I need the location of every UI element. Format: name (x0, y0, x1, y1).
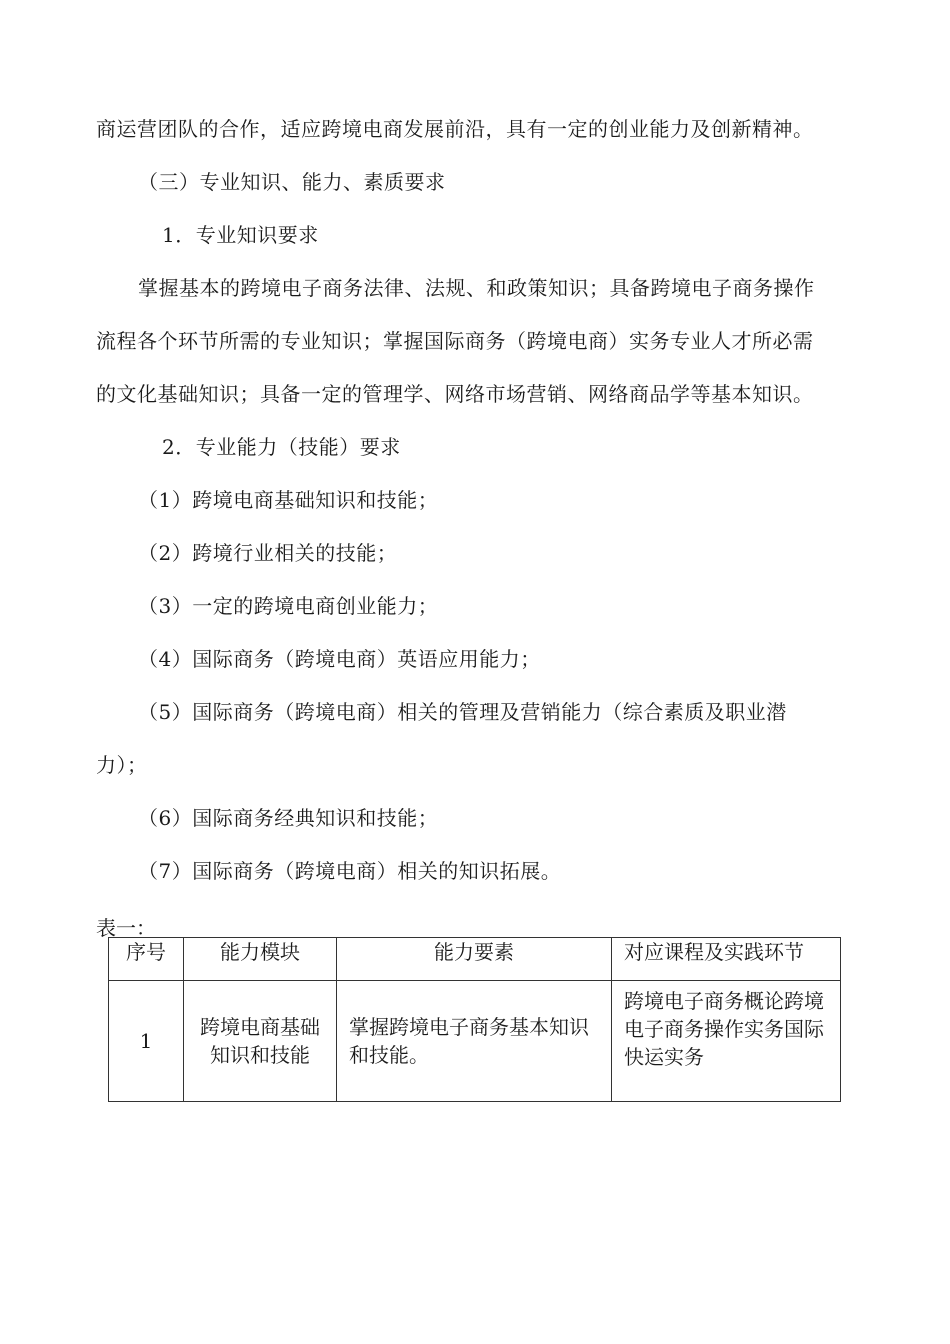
ability-item-2: （2）跨境行业相关的技能； (138, 541, 398, 565)
paragraph-knowledge-line-2: 流程各个环节所需的专业知识；掌握国际商务（跨境电商）实务专业人才所必需 (96, 329, 814, 353)
subheading-knowledge: 1．专业知识要求 (162, 223, 319, 247)
ability-item-4: （4）国际商务（跨境电商）英语应用能力； (138, 647, 541, 671)
ability-item-1: （1）跨境电商基础知识和技能； (138, 488, 439, 512)
table-row (109, 981, 841, 1102)
ability-table (108, 937, 841, 1102)
ability-item-5: （5）国际商务（跨境电商）相关的管理及营销能力（综合素质及职业潜 (138, 700, 787, 724)
ability-item-3: （3）一定的跨境电商创业能力； (138, 594, 439, 618)
table-header-row (109, 938, 841, 981)
subheading-ability: 2．专业能力（技能）要求 (162, 435, 401, 459)
paragraph-intro-continuation: 商运营团队的合作，适应跨境电商发展前沿，具有一定的创业能力及创新精神。 (96, 117, 814, 141)
table-header-courses: 对应课程及实践环节 (612, 938, 841, 981)
section-heading-requirements: （三）专业知识、能力、素质要求 (138, 170, 446, 194)
table-cell-element: 掌握跨境电子商务基本知识和技能。 (337, 981, 612, 1102)
table-cell-courses: 跨境电子商务概论跨境电子商务操作实务国际快运实务 (612, 981, 841, 1102)
table-header-index: 序号 (109, 938, 184, 981)
table-cell-index: 1 (109, 981, 184, 1102)
ability-item-7: （7）国际商务（跨境电商）相关的知识拓展。 (138, 859, 562, 883)
table-cell-module: 跨境电商基础知识和技能 (184, 981, 337, 1102)
paragraph-knowledge-line-1: 掌握基本的跨境电子商务法律、法规、和政策知识；具备跨境电子商务操作 (138, 276, 815, 300)
table-header-element: 能力要素 (337, 938, 612, 981)
table-caption: 表一： (96, 916, 156, 940)
ability-item-5-wrap: 力）； (96, 753, 148, 777)
paragraph-knowledge-line-3: 的文化基础知识；具备一定的管理学、网络市场营销、网络商品学等基本知识。 (96, 382, 814, 406)
ability-item-6: （6）国际商务经典知识和技能； (138, 806, 439, 830)
table-header-module: 能力模块 (184, 938, 337, 981)
